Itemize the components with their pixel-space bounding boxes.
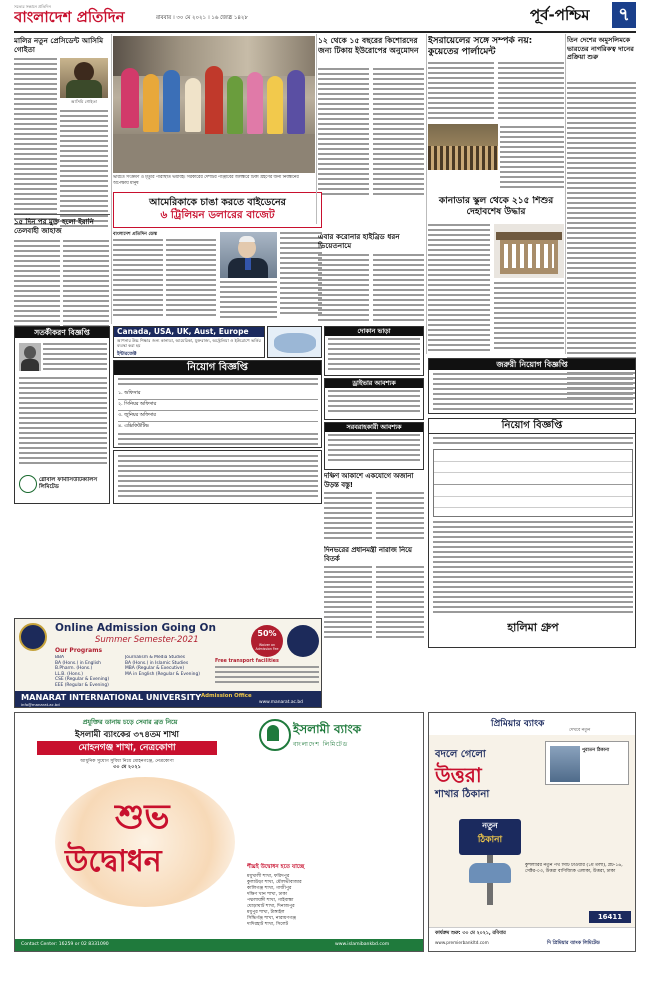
rent-ad bbox=[324, 326, 424, 376]
ibbl-upcoming: শীঘ্রই উদ্বোধন হতে যাচ্ছে মধুখালী শাখা, ফরিদপুর কুলাউড়া শাখা, মৌলভীবাজার কালিগঞ্জ শাখা, গাজীপুর দক্ষিণ খান শাখা, ঢাকা পদ্মলায়ঙ্গী শাখা, গাইবান্ধা ঘোড়াঘাট শাখা, দিনাজপুর মধুপুর শাখা, টাঙ্গাইল সিদ্ধির্গঞ্জ শাখা, নারায়ণগঞ্জ দাদিরহাট শাখা, সিলেট bbox=[247, 863, 417, 949]
warning-notice-title: সতর্কীকরণ বিজ্ঞপ্তি bbox=[15, 327, 109, 338]
manarat-logo bbox=[19, 623, 47, 651]
premier-footer: কার্যক্রম শুরু: ৩০ মে ২০২১, রবিবার www.premierbankltd.com দি প্রিমিয়ার ব্যাংক লিমিটেড bbox=[429, 927, 635, 951]
manarat-semester: Summer Semester-2021 bbox=[95, 635, 199, 645]
mali-body-2 bbox=[60, 110, 108, 230]
dateline: রবিবার । ৩০ মে ২০২১ । ১৬ জ্যৈষ্ঠ ১৪২৮ bbox=[156, 15, 248, 21]
mali-caption: আসিমি গোইতা bbox=[71, 99, 97, 104]
rent-title: দোকান ভাড়া bbox=[325, 327, 423, 336]
job-ad-2-title: নিয়োগ বিজ্ঞপ্তি bbox=[429, 419, 635, 434]
notice-company-name: গ্লোবাল ফার্মাসিউটিক্যালস লিমিটেড bbox=[39, 477, 98, 490]
urgent-job-ad bbox=[428, 358, 636, 414]
mali-headline: মালির নতুন প্রেসিডেন্ট আসিমি গোইতা bbox=[14, 36, 104, 54]
canada-story bbox=[428, 196, 564, 356]
premier-headline-2: উত্তরা bbox=[435, 763, 482, 787]
notice-portrait bbox=[19, 343, 41, 371]
premier-new-address: কুশলারির নতুন পথ সিটি টাওয়ার (১ম তলা), প্লট-১৬, সেক্টর-০৩, উত্তরা বাণিজ্যিক এলাকা, উত্তরা, ঢাকা bbox=[525, 863, 623, 874]
study-brand: ইন্টারজেক্ট bbox=[117, 352, 137, 357]
manarat-name-bar: MANARAT INTERNATIONAL UNIVERSITY Admission Office www.manarat.ac.bd info@manarat.ac.bd bbox=[15, 691, 321, 708]
section-name: পূর্ব-পশ্চিম bbox=[530, 6, 590, 24]
study-title: Canada, USA, UK, Aust, Europe bbox=[114, 327, 264, 337]
biden-headline-2: ৬ ট্রিলিয়ন ডলারের বাজেট bbox=[160, 209, 275, 221]
india-vax-photo bbox=[113, 36, 315, 173]
eu-vax-story bbox=[318, 36, 424, 198]
programs-right: Journalism & Media Studies BA (Hons.) in Islamic Studies MBA (Regular & Executive) MA in English (Regular & Evening) bbox=[125, 655, 200, 677]
ibbl-branch-item: ঘোড়াঘাট শাখা, দিনাজপুর bbox=[247, 904, 295, 909]
warning-notice-ad bbox=[14, 326, 110, 504]
supplier-wanted-ad bbox=[324, 422, 424, 470]
mali-body bbox=[14, 58, 57, 228]
ibbl-branch-item: পদ্মলায়ঙ্গী শাখা, গাইবান্ধা bbox=[247, 898, 294, 903]
ufo-headline: দক্ষিণ আকাশে একযোগে অজানা উড়ন্ত বস্তু! bbox=[324, 472, 414, 489]
premier-headline-1: বদলে গেলো bbox=[435, 749, 486, 760]
job-ad-1-table bbox=[118, 389, 318, 431]
premier-hotline: 16411 bbox=[589, 911, 631, 923]
waiver-badge: 50% Waiver on Admission Fee bbox=[251, 625, 283, 657]
ibbl-shuvo-udbodhon: শুভ উদ্বোধন bbox=[55, 777, 235, 907]
kuwait-parliament-photo bbox=[428, 124, 498, 170]
notice-company-logo bbox=[19, 475, 37, 493]
study-map-box bbox=[267, 326, 322, 358]
masthead bbox=[0, 0, 650, 30]
premier-mailbox bbox=[469, 863, 511, 883]
ibbl-branch-item: দক্ষিণ খান শাখা, ঢাকা bbox=[247, 892, 288, 897]
waiver-badge-2 bbox=[287, 625, 319, 657]
classified-ad-block bbox=[113, 450, 322, 504]
supplier-title: সরবরাহকারী আবশ্যক bbox=[325, 423, 423, 432]
job-row: ১. অফিসার bbox=[118, 389, 318, 400]
islami-bank-ad bbox=[14, 712, 424, 952]
ibbl-top-banner: প্রযুক্তির ডানায় চড়ে সেবার ব্রত নিয়ে ইসলামী ব্যাংকের ৩৭৪তম শাখা মোহনগঞ্জ শাখা, নেত্রকোণা আধুনিক সুযোগ সুবিধা নিয়ে মোহনগঞ্জে, নেত্রকোণা ৩০ মে ২০২১ bbox=[15, 713, 225, 773]
biden-headline-box bbox=[113, 192, 322, 228]
job-row: ৪. এক্সিকিউটিভ bbox=[118, 422, 318, 431]
biden-body-4 bbox=[220, 281, 277, 321]
job-row: ২. সিনিয়র অফিসার bbox=[118, 400, 318, 411]
hybrid-headline: এবার করোনার হাইব্রিড ধরন ভিয়েতনামে bbox=[318, 232, 400, 250]
ibbl-branch-item: দাদিরহাট শাখা, সিলেট bbox=[247, 922, 289, 927]
study-body: আপনার উচ্চ শিক্ষার জন্য কানাডা, আমেরিকা, যুক্তরাজ্য, অস্ট্রেলিয়া ও ইউরোপে ভর্তির ব্যবস্থা করা হয় bbox=[117, 338, 261, 349]
ufo-story bbox=[324, 472, 424, 544]
hybrid-story bbox=[318, 232, 424, 324]
biden-body-3 bbox=[280, 232, 322, 320]
ibbl-branch-item: মধুখালী শাখা, ফরিদপুর bbox=[247, 874, 290, 879]
driver-wanted-ad bbox=[324, 378, 424, 420]
lockdown-story bbox=[324, 546, 424, 644]
canada-school-photo bbox=[494, 224, 564, 278]
premier-logo-bar: প্রিমিয়ার ব্যাংক দেখবে নতুন bbox=[429, 713, 635, 735]
new-address-sign: নতুন ঠিকানা bbox=[459, 819, 521, 855]
ibbl-branch-item: কুলাউড়া শাখা, মৌলভীবাজার bbox=[247, 880, 302, 885]
ibbl-branch-item: সিদ্ধির্গঞ্জ শাখা, নারায়ণগঞ্জ bbox=[247, 916, 297, 921]
citizenship-headline: তিন দেশের অমুসলিমকে ভারতের নাগরিকত্ব দানের প্রক্রিয়া শুরু bbox=[567, 36, 634, 61]
ibbl-branch-item: মধুপুর শাখা, টাঙ্গাইল bbox=[247, 910, 285, 915]
biden-photo bbox=[220, 232, 277, 278]
job-row: ৩. জুনিয়র অফিসার bbox=[118, 411, 318, 422]
job-ad-1 bbox=[113, 360, 322, 448]
biden-body-1 bbox=[113, 239, 163, 319]
programs-title: Our Programs bbox=[55, 647, 103, 654]
israel-headline: ইসরায়েলের সঙ্গে সম্পর্ক নয়: কুয়েতের পার্লামেন্ট bbox=[428, 36, 533, 57]
logo: সত্যের সন্ধানে প্রতিদিন বাংলাদেশ প্রতিদিন bbox=[14, 4, 125, 26]
study-abroad-ad bbox=[113, 326, 265, 358]
lockdown-headline: দিনভরের প্রধানমন্ত্রী নারাজ নিয়ে বিতর্ক bbox=[324, 546, 412, 563]
ibbl-footer: Contact Center: 16259 or 02 8331090 www.islamibankbd.com bbox=[15, 939, 423, 952]
page-number: ৭ bbox=[612, 2, 636, 28]
urgent-job-title: জরুরী নিয়োগ বিজ্ঞপ্তি bbox=[429, 359, 635, 370]
halima-group: হালিমা গ্রুপ bbox=[507, 621, 559, 634]
biden-body-2 bbox=[166, 239, 216, 319]
premier-building-card: পুরাতন ঠিকানা bbox=[545, 741, 629, 785]
iran-headline: ১৫ দিন পর মুক্ত হলো ইরানি তেলবাহী জাহাজ bbox=[14, 218, 94, 235]
india-vax-caption: ভারতে সংক্রমণ ও মৃত্যুর পরিস্থিতি ভয়াবহ। সরকারের দেশটির পাঞ্জাবের জলন্ধরে টিকা গ্রহণের জন্য নিবন্ধনের অপেক্ষায় মানুষ bbox=[113, 175, 299, 186]
premier-headline-3: শাখার ঠিকানা bbox=[435, 789, 490, 800]
mali-portrait bbox=[60, 58, 108, 98]
eu-vax-headline: ১২ থেকে ১৫ বছরের কিশোরদের জন্য টিকায় ইউরোপের অনুমোদন bbox=[318, 36, 419, 55]
job-ad-1-title: নিয়োগ বিজ্ঞপ্তি bbox=[114, 361, 321, 375]
biden-headline-1: আমেরিকাকে চাঙা করতে বাইডেনের bbox=[149, 197, 286, 208]
job-ad-2-table bbox=[433, 449, 633, 517]
ibbl-logo: ইসলামী ব্যাংক বাংলাদেশ লিমিটেড bbox=[259, 719, 409, 763]
manarat-headline: Online Admission Going On bbox=[55, 622, 216, 634]
premier-bank-ad bbox=[428, 712, 636, 952]
canada-headline: কানাডার স্কুল থেকে ২১৫ শিশুর দেহাবশেষ উদ্ধার bbox=[438, 196, 554, 217]
manarat-ad bbox=[14, 618, 322, 708]
driver-title: ড্রাইভার আবশ্যক bbox=[325, 379, 423, 388]
ibbl-branch-item: কালিগঞ্জ শাখা, গাজীপুর bbox=[247, 886, 292, 891]
biden-byline: বাংলাদেশ প্রতিদিন ডেস্ক bbox=[113, 232, 158, 237]
job-ad-2 bbox=[428, 418, 636, 648]
programs-left: BBA BA (Hons.) in English B.Pharm. (Hons.) LL.B. (Hons.) CSE (Regular & Evening) EEE (Regular & Evening) bbox=[55, 655, 110, 688]
transport-note: Free transport facilities bbox=[215, 659, 279, 664]
